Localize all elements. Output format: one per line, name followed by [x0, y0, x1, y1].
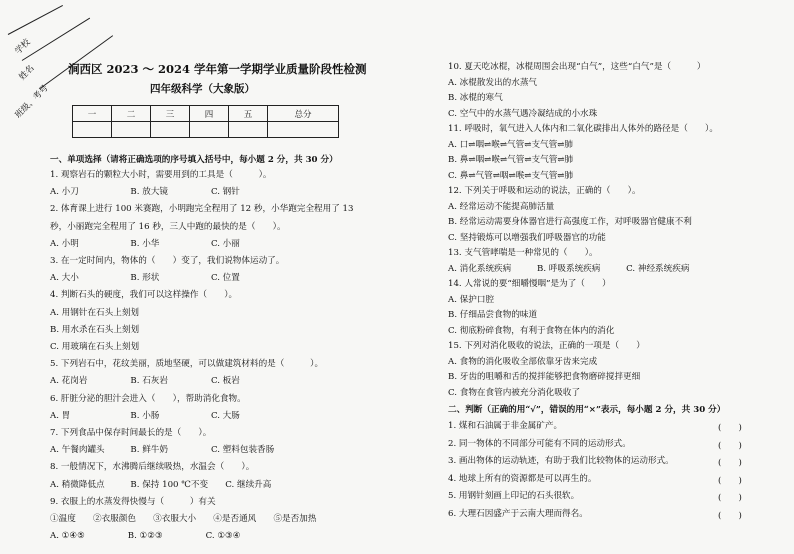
score-cell[interactable]: [112, 122, 151, 138]
score-header: 总分: [268, 106, 339, 122]
question-line: 13. 支气管哮喘是一种常见的（ ）。: [448, 248, 598, 258]
question-line: A. 食物的消化吸收全部依靠牙齿来完成: [448, 356, 598, 367]
question-line: 11. 呼吸时，氧气进入人体内和二氧化碳排出人体外的路径是（ ）。: [448, 124, 718, 134]
answer-blank[interactable]: ( ): [718, 475, 742, 486]
question-line: A. 口⇌咽⇌喉⇌气管⇌支气管⇌肺: [448, 139, 574, 150]
question-line: C. 食物在食管内被充分消化吸收了: [448, 387, 581, 398]
score-header: 一: [73, 106, 112, 122]
question-line: 6. 肝脏分泌的胆汁会进入（ ），帮助消化食物。: [50, 393, 246, 404]
score-table: [72, 105, 339, 138]
question-line: C. 用玻璃在石头上刻划: [50, 342, 140, 352]
question-line: 2. 体育课上进行 100 米赛跑，小明跑完全程用了 12 秒，小华跑完全程用了 13: [50, 204, 354, 215]
score-header: 五: [229, 106, 268, 122]
question-line: A. ①④⑤ B. ①②③ C. ①③④: [50, 531, 241, 542]
binding-line: [8, 5, 63, 35]
question-line: 10. 夏天吃冰棍，冰棍周围会出现“白气”，这些“白气”是（ ）: [448, 62, 706, 72]
question-line: A. 大小 B. 形状 C. 位置: [50, 273, 240, 284]
question-line: 1. 观察岩石的颗粒大小时，需要用到的工具是（ ）。: [50, 170, 272, 180]
exam-title: 涧西区 2023 ～ 2024 学年第一学期学业质量阶段性检测: [68, 62, 367, 76]
judge-item: 3. 画出物体的运动轨迹，有助于我们比较物体的运动形式。: [448, 456, 674, 466]
answer-blank[interactable]: ( ): [718, 440, 742, 451]
score-cell[interactable]: [190, 122, 229, 138]
question-line: A. 花岗岩 B. 石灰岩 C. 板岩: [50, 376, 240, 387]
section-one-heading: 一、单项选择（请将正确选项的序号填入括号中，每小题 2 分，共 30 分）: [50, 155, 338, 165]
question-line: C. 空气中的水蒸气遇冷凝结成的小水珠: [448, 108, 598, 119]
question-line: 8. 一般情况下，水沸腾后继续吸热，水温会（ ）。: [50, 462, 255, 473]
score-header: 三: [151, 106, 190, 122]
question-line: A. 冰棍散发出的水蒸气: [448, 77, 538, 88]
question-line: B. 仔细品尝食物的味道: [448, 310, 538, 320]
question-line: 秒，小丽跑完全程用了 16 秒，三人中跑的最快的是（ ）。: [50, 221, 286, 232]
question-line: B. 冰棍的寒气: [448, 93, 503, 103]
question-line: A. 胃 B. 小肠 C. 大肠: [50, 410, 240, 421]
binding-line: [22, 18, 90, 61]
question-line: ①温度 ②衣服颜色 ③衣服大小 ④是否通风 ⑤是否加热: [50, 514, 317, 524]
class-id-label: 班级、考号: [13, 83, 51, 121]
question-line: 15. 下列对消化吸收的说法，正确的一项是（ ）: [448, 341, 645, 351]
question-line: B. 牙齿的咀嚼和舌的搅拌能够把食物磨碎搅拌更细: [448, 372, 641, 382]
school-label: 学校: [13, 37, 33, 57]
score-cell[interactable]: [229, 122, 268, 138]
question-line: 5. 下列岩石中，花纹美丽，质地坚硬，可以做建筑材料的是（ ）。: [50, 359, 324, 370]
judge-item: 6. 大理石因盛产于云南大理而得名。: [448, 508, 588, 519]
question-line: A. 小明 B. 小华 C. 小丽: [50, 238, 240, 249]
question-line: C. 鼻⇌气管⇌咽⇌喉⇌支气管⇌肺: [448, 170, 574, 181]
score-header: 四: [190, 106, 229, 122]
question-line: A. 午餐肉罐头 B. 鲜牛奶 C. 塑料包装香肠: [50, 445, 275, 456]
question-line: 7. 下列食品中保存时间最长的是（ ）。: [50, 428, 212, 438]
score-cell[interactable]: [268, 122, 339, 138]
question-line: 14. 人常说的要“细嚼慢咽”是为了（ ）: [448, 279, 611, 289]
judge-item: 4. 地球上所有的资源都是可以再生的。: [448, 473, 597, 484]
question-line: A. 稍微降低点 B. 保持 100 ℃不变 C. 继续升高: [50, 479, 272, 490]
question-line: A. 保护口腔: [448, 294, 495, 305]
question-line: 9. 衣服上的水蒸发得快慢与（ ）有关: [50, 496, 216, 507]
question-line: B. 鼻⇌咽⇌喉⇌气管⇌支气管⇌肺: [448, 155, 574, 165]
answer-blank[interactable]: ( ): [718, 493, 742, 503]
question-line: 12. 下列关于呼吸和运动的说法，正确的（ ）。: [448, 186, 641, 196]
answer-blank[interactable]: ( ): [718, 510, 742, 521]
score-cell[interactable]: [73, 122, 112, 138]
judge-item: 2. 同一物体的不同部分可能有不同的运动形式。: [448, 438, 631, 449]
question-line: C. 坚持锻炼可以增强我们呼吸器官的功能: [448, 232, 606, 243]
question-line: A. 经常运动不能提高肺活量: [448, 201, 555, 212]
score-cell[interactable]: [151, 122, 190, 138]
question-line: A. 小刀 B. 放大镜 C. 钢针: [50, 187, 240, 198]
question-line: A. 消化系统疾病 B. 呼吸系统疾病 C. 神经系统疾病: [448, 263, 690, 274]
exam-subtitle: 四年级科学（大象版）: [150, 83, 255, 95]
question-line: C. 彻底粉碎食物，有利于食物在体内的消化: [448, 325, 615, 336]
question-line: B. 用水杀在石头上刻划: [50, 324, 140, 335]
answer-blank[interactable]: ( ): [718, 423, 742, 433]
question-line: A. 用钢针在石头上刻划: [50, 307, 140, 318]
answer-blank[interactable]: ( ): [718, 458, 742, 468]
question-line: 4. 判断石头的硬度，我们可以这样操作（ ）。: [50, 290, 238, 301]
judge-item: 1. 煤和石油属于非金属矿产。: [448, 421, 563, 431]
name-label: 姓名: [17, 63, 37, 83]
score-header: 二: [112, 106, 151, 122]
question-line: B. 经常运动需要身体器官进行高强度工作，对呼吸器官健康不利: [448, 217, 692, 227]
question-line: 3. 在一定时间内，物体的（ ）变了，我们说物体运动了。: [50, 256, 285, 266]
judge-item: 5. 用钢针刻画上印记的石头很软。: [448, 491, 580, 501]
section-two-heading: 二、判断（正确的用“√”，错误的用“×”表示，每小题 2 分，共 30 分）: [448, 405, 726, 415]
